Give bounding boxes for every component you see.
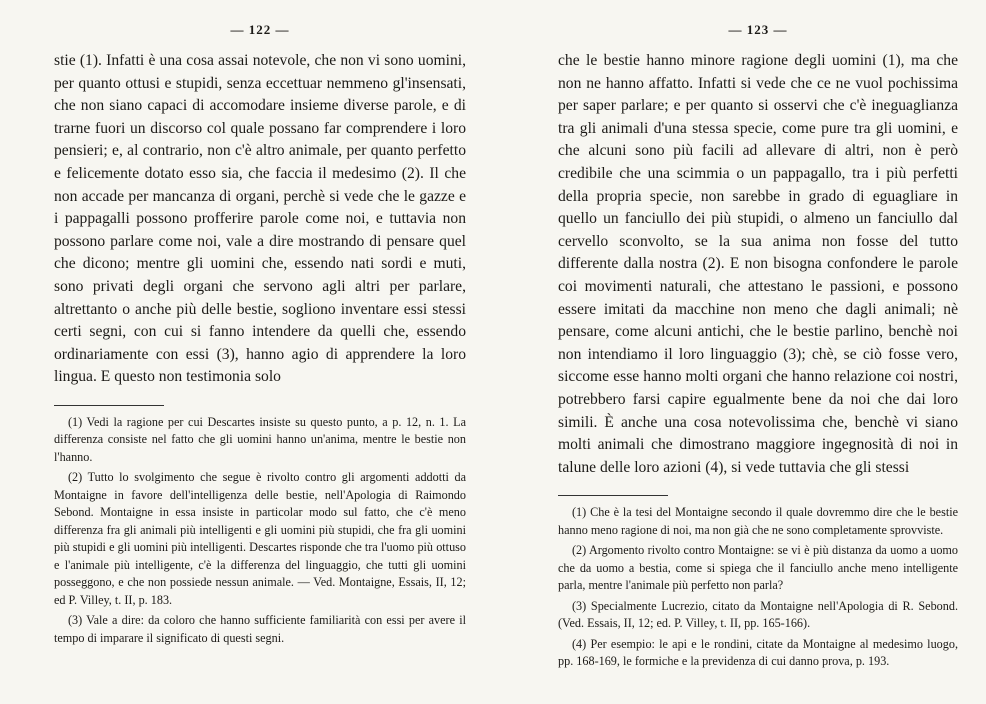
body-paragraph: che le bestie hanno minore ragione degli uomini (1), ma che non ne hanno affatto. Infatti si vede che ce ne vuol pochissima per saper parlare; e per quanto si osservi che c'è ineguaglianza tra gli animali d'una stessa specie, come pure tra gli uomini, e che alcuni sono più facili ad allevare di altri, non è però credibile che una scimmia o un pappagallo, tra i più perfetti della propria specie, non sarebbe in grado di eguagliare in quello un fanciullo dei più stupidi, o almeno un fanciullo dal cervello sconvolto, se la sua anima non fosse del tutto differente dalla nostra (2). E non bisogna confondere le parole coi movimenti naturali, che attestano le passioni, e possono essere imitati da macchine non meno che dagli animali; nè pensare, come alcuni antichi, che le bestie parlino, benchè noi non intendiamo il loro linguaggio (3); chè, se ciò fosse vero, siccome esse hanno molti organi che hanno relazione coi nostri, potrebbero farsi capire egualmente bene da noi che dai loro simili. È anche una cosa notevolissima che, benchè vi siano molti animali che dimostrano maggiore ingegnosità di noi in talune delle loro azioni (4), si vede tuttavia che gli stessi (558, 52, 958, 476)
footnote: (3) Specialmente Lucrezio, citato da Montaigne nell'Apologia di R. Sebond. (Ved. Essais, II, 12; ed. P. Villey, t. II, pp. 165-166). (558, 598, 958, 631)
footnote: (2) Argomento rivolto contro Montaigne: se vi è più distanza da uomo a uomo che da uomo a bestia, come si spiega che il fanciullo anche meno intelligente parla, mentre l'animale più perfetto non parla? (558, 543, 958, 593)
body-text-left (54, 50, 466, 389)
footnote: (3) Vale a dire: da coloro che hanno sufficiente familiarità con essi per avere il tempo di imparare il significato di questi segni. (54, 613, 466, 645)
page-number-left: — 122 — (230, 22, 290, 37)
body-paragraph: stie (1). Infatti è una cosa assai notevole, che non vi sono uomini, per quanto ottusi e stupidi, senza eccettuar nemmeno gl'insensati, che non siano capaci di accomodare insieme diverse parole, e di trarne fuori un discorso col quale possano far comprendere i loro pensieri; e, al contrario, non c'è altro animale, per quanto perfetto e felicemente dotato esso sia, che faccia il medesimo (2). Il che non accade per mancanza di organi, perchè si vede che le gazze e i pappagalli possono profferire parole come noi, e tuttavia non possono parlare come noi, vale a dire mostrando di pensare quel che dicono; mentre gli uomini che, essendo nati sordi e muti, sono privati degli organi che servono agli altri per parlare, altrettanto o anche più delle bestie, sogliono inventare essi stessi certi segni, con cui si fanno intendere da quelli che, essendo ordinariamente con essi (3), hanno agio di apprendere la loro lingua. E questo non testimonia solo (54, 52, 466, 386)
page-number-right: — 123 — (728, 22, 788, 37)
right-page (496, 0, 986, 704)
footnote: (4) Per esempio: le api e le rondini, citate da Montaigne al medesimo luogo, pp. 168-169, le formiche e la previdenza di cui danno prova, p. 193. (558, 636, 958, 669)
footnote-rule (558, 495, 668, 496)
footnote: (2) Tutto lo svolgimento che segue è rivolto contro gli argomenti addotti da Montaigne in favore dell'intelligenza delle bestie, nell'Apologia di Raimondo Sebond. Montaigne in essa insiste in particolar modo sul fatto, che c'è meno differenza fra gli animali più intelligenti e gli uomini più stupidi, che fra gli uomini più stupidi e gli uomini più intelligenti. Descartes risponde che tra l'uomo più ottuso e l'animale più intelligente, c'è la differenza del linguaggio, che tutti gli uomini posseggono, e che non possiede nessun animale. — Ved. Montaigne, Essais, II, 12; ed P. Villey, t. II, p. 183. (54, 470, 466, 607)
footnote-rule (54, 405, 164, 406)
footnote: (1) Che è la tesi del Montaigne secondo il quale dovremmo dire che le bestie hanno meno ragione di noi, ma non già che ne sono completamente sprovviste. (558, 505, 958, 537)
footnote: (1) Vedi la ragione per cui Descartes insiste su questo punto, a p. 12, n. 1. La differenza consiste nel fatto che gli uomini hanno un'anima, mentre le bestie non l'hanno. (54, 414, 466, 464)
body-text-right (558, 50, 958, 479)
footnotes-right (558, 504, 958, 671)
footnotes-left (54, 414, 466, 648)
